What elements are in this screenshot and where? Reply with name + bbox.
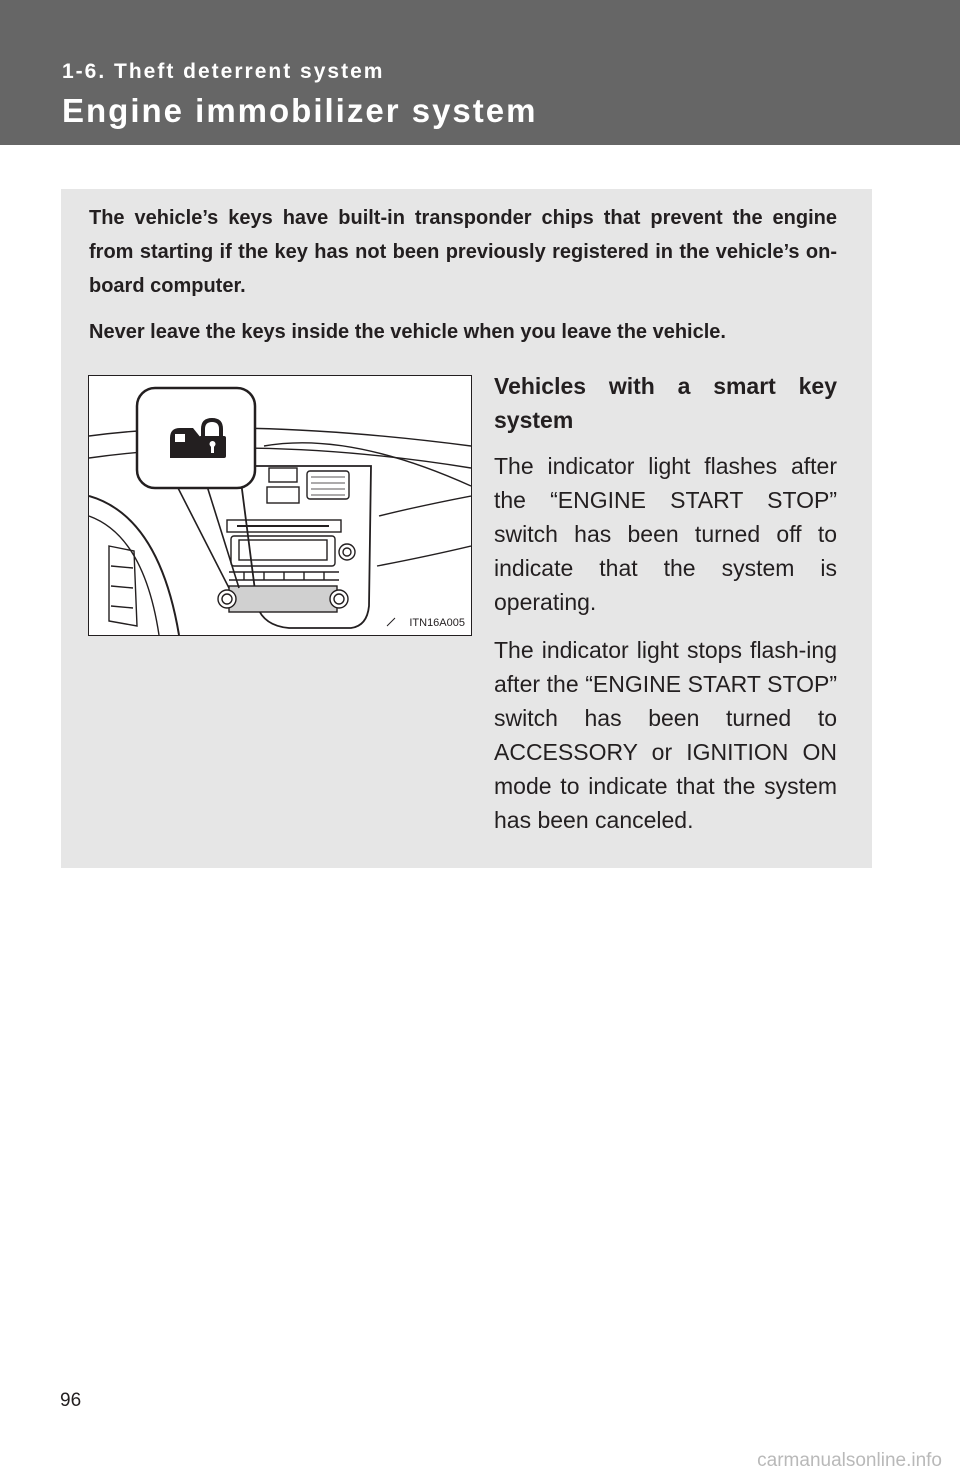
intro-paragraph: The vehicle’s keys have built-in transponder chips that prevent the engine from starting if the key has not been previously registered in the vehicle’s on-board computer.: [89, 207, 837, 297]
smart-key-paragraph-2: The indicator light stops flash-ing after the “ENGINE START STOP” switch has been turned to ACCESSORY or IGNITION ON mode to indicate that the system has been canceled.: [494, 637, 837, 833]
page-header: [0, 0, 960, 145]
warning-paragraph: Never leave the keys inside the vehicle when you leave the vehicle.: [89, 321, 726, 343]
dashboard-illustration: [88, 375, 472, 636]
smart-key-paragraph-1: The indicator light flashes after the “ENGINE START STOP” switch has been turned off to indicate that the system is operating.: [494, 453, 837, 615]
smart-key-heading: Vehicles with a smart key system: [494, 373, 837, 433]
page-number: 96: [60, 1390, 82, 1411]
watermark: carmanualsonline.info: [757, 1450, 942, 1471]
illustration-code: ITN16A005: [409, 617, 465, 629]
dashboard-drawing: [89, 376, 471, 635]
smart-key-section: [494, 369, 837, 851]
page-title: Engine immobilizer system: [62, 92, 538, 129]
section-label: 1-6. Theft deterrent system: [62, 60, 385, 83]
